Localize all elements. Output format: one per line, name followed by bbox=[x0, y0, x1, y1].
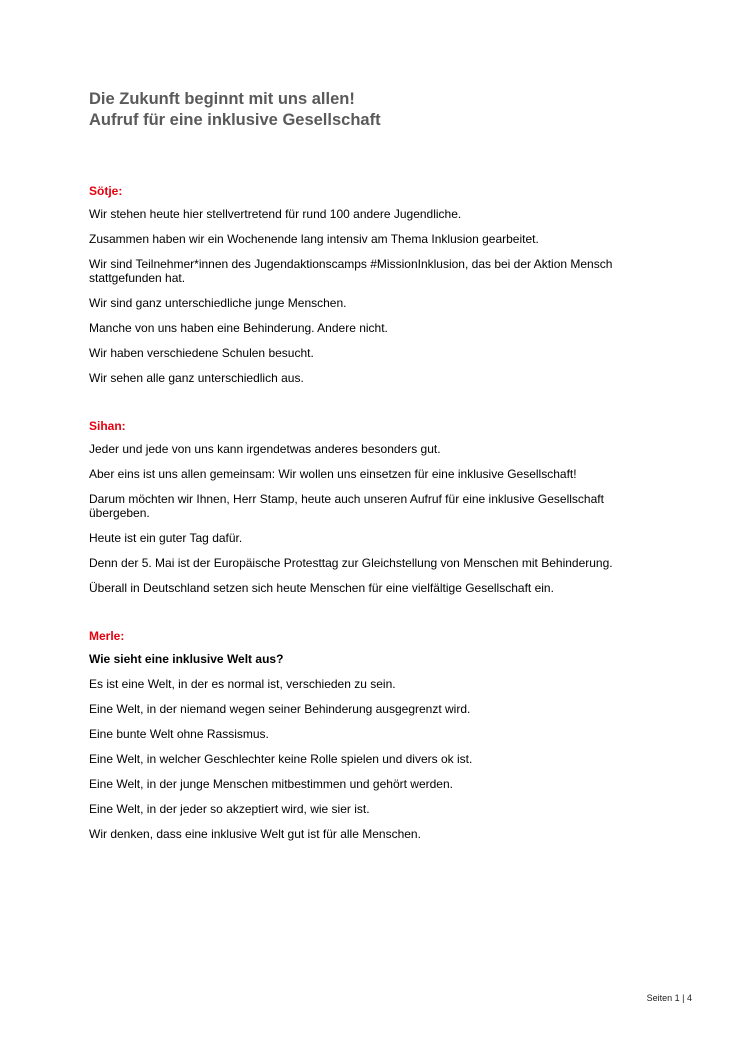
paragraph: Eine Welt, in der jeder so akzeptiert wird, wie sier ist. bbox=[89, 802, 370, 816]
paragraph: Zusammen haben wir ein Wochenende lang intensiv am Thema Inklusion gearbeitet. bbox=[89, 232, 539, 246]
paragraph: Wir haben verschiedene Schulen besucht. bbox=[89, 346, 314, 360]
section-soetje bbox=[89, 183, 619, 385]
paragraph: Eine Welt, in der junge Menschen mitbestimmen und gehört werden. bbox=[89, 777, 453, 791]
section-heading: Wie sieht eine inklusive Welt aus? bbox=[89, 652, 284, 666]
paragraph: Jeder und jede von uns kann irgendetwas anderes besonders gut. bbox=[89, 442, 441, 456]
paragraph: Es ist eine Welt, in der es normal ist, verschieden zu sein. bbox=[89, 677, 396, 691]
speaker-label: Sötje: bbox=[89, 184, 123, 198]
document-title bbox=[89, 89, 619, 131]
paragraph: Wir sind ganz unterschiedliche junge Menschen. bbox=[89, 296, 347, 310]
paragraph: Aber eins ist uns allen gemeinsam: Wir wollen uns einsetzen für eine inklusive Gesellschaft! bbox=[89, 467, 577, 481]
paragraph: Denn der 5. Mai ist der Europäische Protesttag zur Gleichstellung von Menschen mit Behinderung. bbox=[89, 556, 613, 570]
page-number: Seiten 1 | 4 bbox=[646, 993, 692, 1003]
paragraph: Wir denken, dass eine inklusive Welt gut ist für alle Menschen. bbox=[89, 827, 421, 841]
paragraph: Heute ist ein guter Tag dafür. bbox=[89, 531, 243, 545]
paragraph: Eine Welt, in der niemand wegen seiner Behinderung ausgegrenzt wird. bbox=[89, 702, 471, 716]
paragraph: Wir sehen alle ganz unterschiedlich aus. bbox=[89, 371, 304, 385]
title-line-1: Die Zukunft beginnt mit uns allen! bbox=[89, 90, 355, 108]
paragraph: Manche von uns haben eine Behinderung. Andere nicht. bbox=[89, 321, 388, 335]
title-line-2: Aufruf für eine inklusive Gesellschaft bbox=[89, 111, 381, 129]
paragraph: Eine bunte Welt ohne Rassismus. bbox=[89, 727, 269, 741]
document-page bbox=[89, 89, 619, 874]
paragraph: Überall in Deutschland setzen sich heute Menschen für eine vielfältige Gesellschaft ein. bbox=[89, 581, 554, 595]
speaker-label: Sihan: bbox=[89, 419, 126, 433]
section-merle bbox=[89, 628, 619, 841]
paragraph: Wir stehen heute hier stellvertretend für rund 100 andere Jugendliche. bbox=[89, 207, 462, 221]
paragraph: Darum möchten wir Ihnen, Herr Stamp, heute auch unseren Aufruf für eine inklusive Gesellschaft übergeben. bbox=[89, 492, 604, 520]
paragraph: Wir sind Teilnehmer*innen des Jugendaktionscamps #MissionInklusion, das bei der Aktion Mensch stattgefunden hat. bbox=[89, 257, 613, 285]
paragraph: Eine Welt, in welcher Geschlechter keine Rolle spielen und divers ok ist. bbox=[89, 752, 473, 766]
speaker-label: Merle: bbox=[89, 629, 125, 643]
section-sihan bbox=[89, 418, 619, 595]
